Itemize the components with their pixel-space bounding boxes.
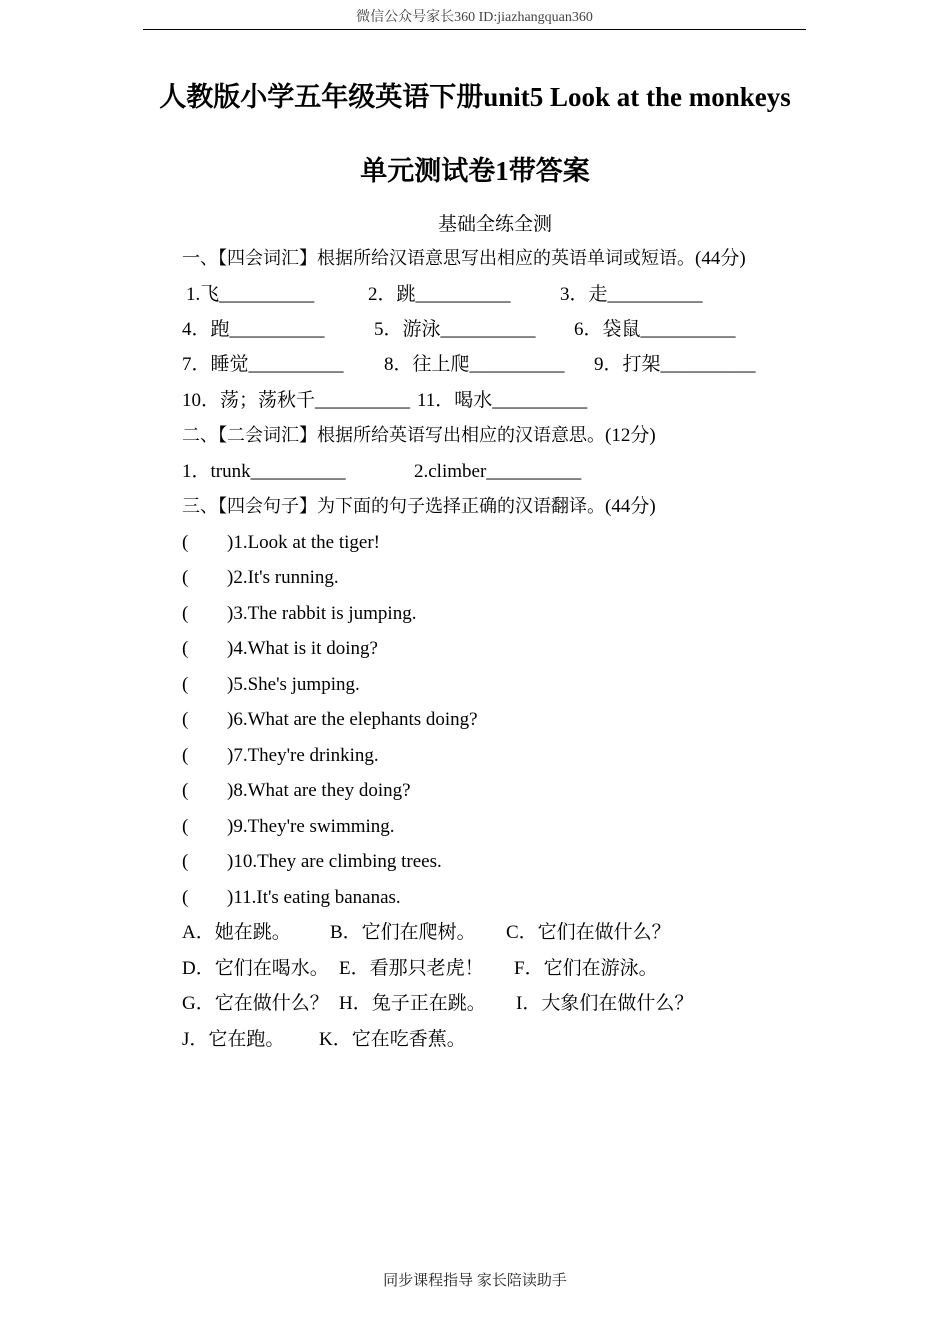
section-3-score: (44分): [605, 496, 656, 517]
document-subtitle: 基础全练全测: [437, 213, 552, 235]
sentence-item: [182, 672, 360, 698]
document-title-line-2: 单元测试卷1带答案: [360, 156, 590, 186]
options-row-1: [182, 920, 671, 946]
header-divider: [143, 29, 806, 30]
sentence-item: [182, 885, 401, 911]
option-i: I．大象们在做什么？: [516, 993, 694, 1014]
option-b: B．它们在爬树。: [330, 922, 476, 943]
answer-paren: (: [182, 780, 189, 801]
options-row-2: [182, 956, 658, 982]
sentence-item: [182, 601, 416, 627]
translation-item-2: 2.climber__________: [414, 461, 582, 482]
sentence-text: )5.She's jumping.: [227, 674, 360, 695]
answer-paren: (: [182, 709, 189, 730]
sentence-item: [182, 814, 395, 840]
sentence-text: )1.Look at the tiger!: [227, 532, 381, 553]
vocab-item-7: 7．睡觉__________: [182, 354, 344, 375]
sentence-text: )2.It's running.: [227, 567, 339, 588]
option-a: A．她在跳。: [182, 922, 291, 943]
vocab-row-3: [182, 352, 756, 378]
answer-paren: (: [182, 745, 189, 766]
vocab-item-8: 8．往上爬__________: [384, 354, 565, 375]
document-title-line-1: 人教版小学五年级英语下册unit5 Look at the monkeys: [159, 82, 791, 112]
translation-item-1: 1．trunk__________: [182, 461, 346, 482]
option-d: D．它们在喝水。: [182, 958, 329, 979]
option-j: J．它在跑。: [182, 1029, 285, 1050]
sentence-item: [182, 636, 378, 662]
sentence-item: [182, 849, 442, 875]
option-f: F．它们在游泳。: [514, 958, 658, 979]
answer-paren: (: [182, 816, 189, 837]
section-3-heading-text: 三、【四会句子】为下面的句子选择正确的汉语翻译。: [182, 496, 605, 517]
answer-paren: (: [182, 532, 189, 553]
translation-row: [182, 459, 581, 485]
section-2-score: (12分): [605, 425, 656, 446]
sentence-item: [182, 743, 379, 769]
vocab-item-5: 5．游泳__________: [374, 319, 536, 340]
section-2-heading: [182, 423, 656, 449]
section-1-heading-text: 一、【四会词汇】根据所给汉语意思写出相应的英语单词或短语。: [182, 248, 695, 269]
options-row-3: [182, 991, 693, 1017]
sentence-text: )6.What are the elephants doing?: [227, 709, 478, 730]
answer-paren: (: [182, 851, 189, 872]
section-3-heading: [182, 494, 656, 520]
vocab-row-4: [182, 388, 587, 414]
sentence-text: )3.The rabbit is jumping.: [227, 603, 417, 624]
sentence-text: )9.They're swimming.: [227, 816, 395, 837]
vocab-item-6: 6．袋鼠__________: [574, 319, 736, 340]
option-c: C．它们在做什么？: [506, 922, 671, 943]
sentence-text: )8.What are they doing?: [227, 780, 411, 801]
option-e: E．看那只老虎！: [339, 958, 484, 979]
option-g: G．它在做什么？: [182, 993, 329, 1014]
vocab-item-4: 4．跑__________: [182, 319, 325, 340]
section-1-heading: [182, 246, 746, 272]
vocab-item-2: 2．跳__________: [368, 284, 511, 305]
answer-paren: (: [182, 603, 189, 624]
option-h: H．兔子正在跳。: [339, 993, 486, 1014]
vocab-row-2: [182, 317, 736, 343]
section-1-score: (44分): [695, 248, 746, 269]
sentence-item: [182, 565, 339, 591]
sentence-item: [182, 530, 380, 556]
vocab-item-9: 9．打架__________: [594, 354, 756, 375]
sentence-item: [182, 707, 478, 733]
vocab-item-10: 10．荡；荡秋千__________: [182, 390, 411, 411]
sentence-text: )4.What is it doing?: [227, 638, 378, 659]
vocab-item-3: 3．走__________: [560, 284, 703, 305]
answer-paren: (: [182, 887, 189, 908]
section-2-heading-text: 二、【二会词汇】根据所给英语写出相应的汉语意思。: [182, 425, 605, 446]
sentence-item: [182, 778, 411, 804]
options-row-4: [182, 1027, 466, 1053]
page-header: 微信公众号家长360 ID:jiazhangquan360: [356, 10, 593, 25]
vocab-row-1: [186, 282, 703, 308]
vocab-item-11: 11．喝水__________: [417, 390, 588, 411]
answer-paren: (: [182, 638, 189, 659]
sentence-text: )10.They are climbing trees.: [227, 851, 442, 872]
vocab-item-1: 1.飞__________: [186, 284, 315, 305]
option-k: K．它在吃香蕉。: [319, 1029, 466, 1050]
sentence-text: )11.It's eating bananas.: [227, 887, 401, 908]
sentence-text: )7.They're drinking.: [227, 745, 379, 766]
page-footer: 同步课程指导 家长陪读助手: [383, 1273, 567, 1289]
answer-paren: (: [182, 567, 189, 588]
answer-paren: (: [182, 674, 189, 695]
